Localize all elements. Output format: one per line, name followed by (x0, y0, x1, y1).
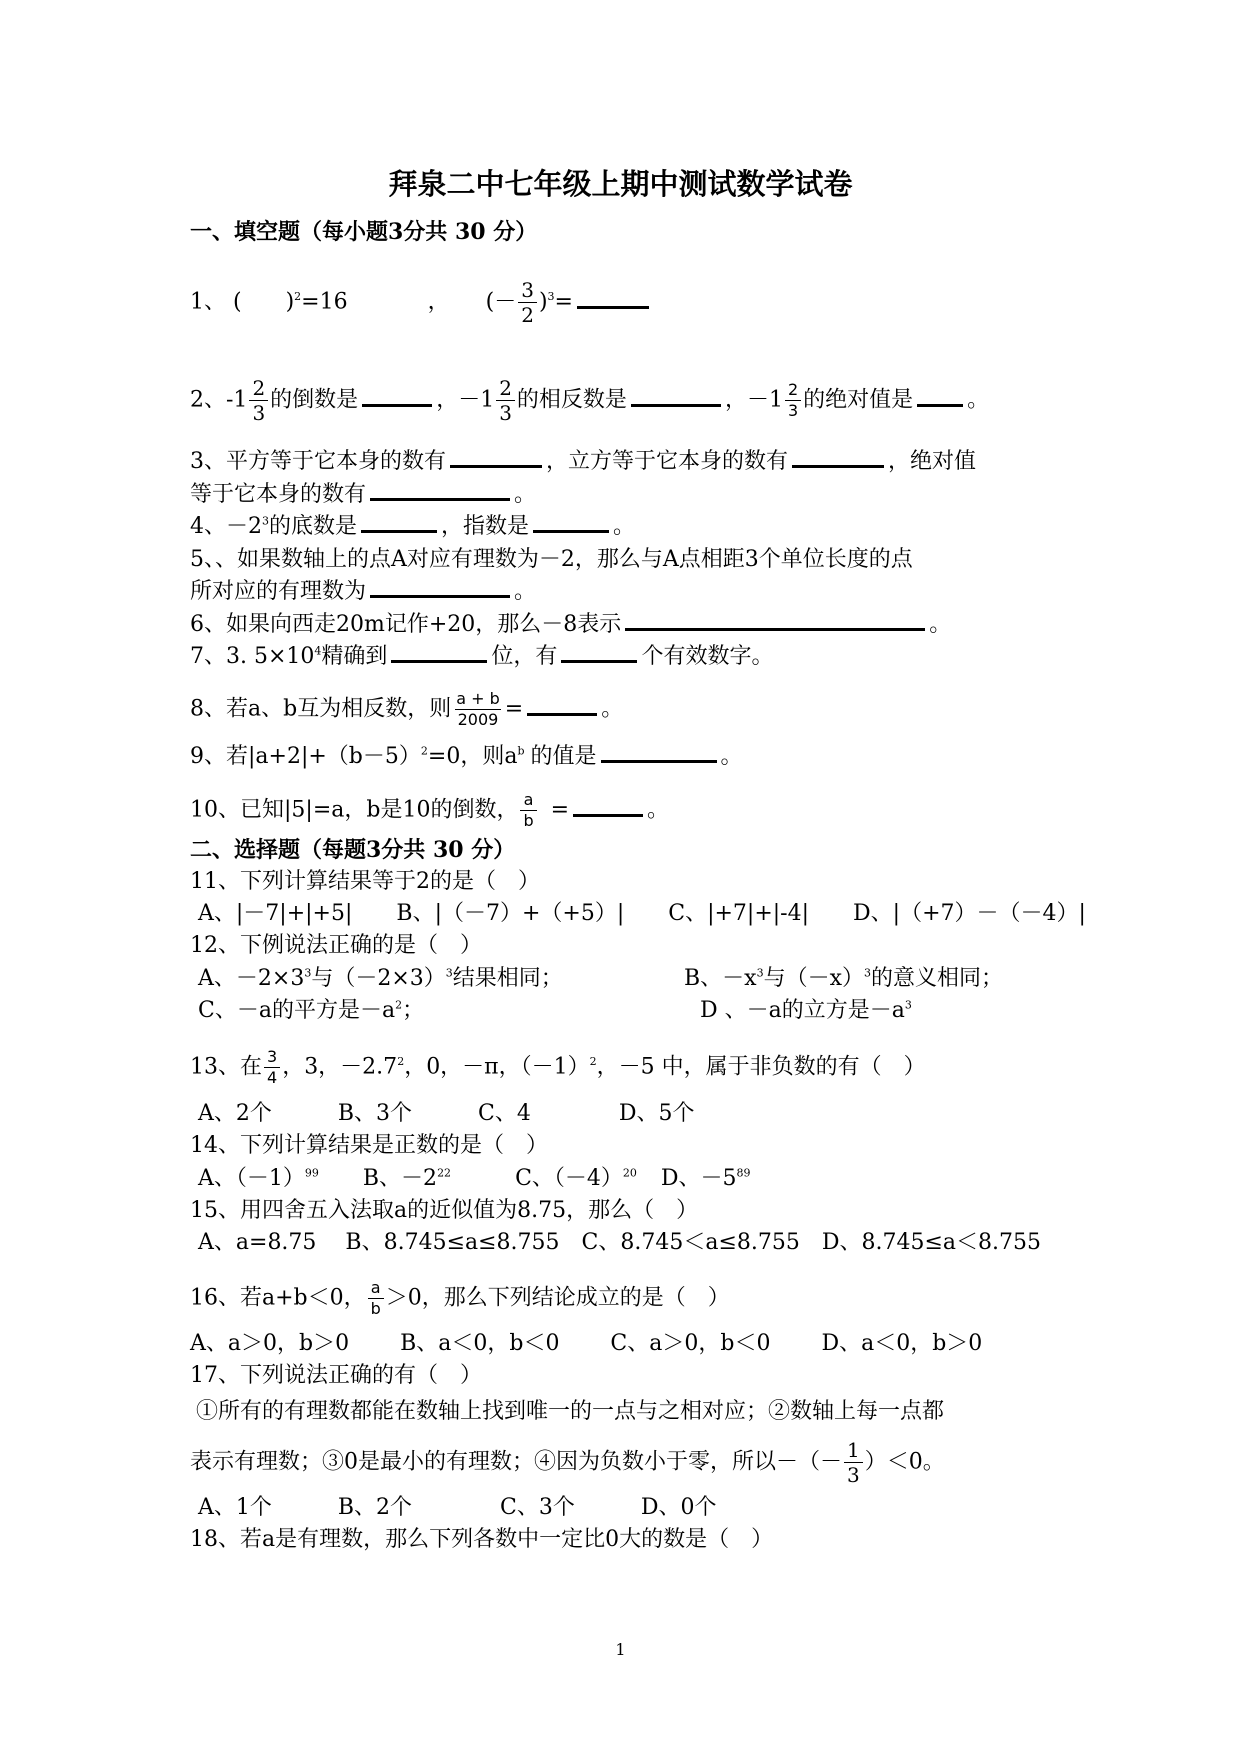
question-12: 12、下例说法正确的是（ ） (190, 933, 482, 958)
question-5-line-2: 所对应的有理数为 。 (190, 579, 537, 604)
question-13-options: A、2个 B、3个 C、4 D、5个 (198, 1101, 695, 1126)
answer-blank[interactable] (362, 388, 432, 407)
section-multiple-choice-heading: 二、选择题（每题3分共 30 分） (190, 837, 516, 863)
answer-blank[interactable] (361, 514, 437, 533)
question-8: 8、若a、b互为相反数，则 $\frac{a + b}{2009}$ = 。 (190, 689, 624, 729)
question-5-line-1: 5、、如果数轴上的点A对应有理数为－2，那么与A点相距3个单位长度的点 (190, 547, 913, 572)
answer-blank[interactable] (573, 798, 643, 817)
question-11-options: A、|－7|+|+5| B、|（－7）+（+5）| C、|+7|+|-4| D、|（+7）－（－4）| (198, 901, 1086, 926)
fraction-3-2: $\frac{3}{2}$ (518, 280, 537, 325)
fraction-2-3: $\frac{2}{3}$ (249, 378, 268, 423)
page-title: 拜泉二中七年级上期中测试数学试卷 (388, 167, 853, 201)
question-12-option-b: B、$-x^3$与$(-x)^3$的意义相同； (684, 966, 1004, 991)
question-14: 14、下列计算结果是正数的是（ ） (190, 1133, 548, 1158)
question-15: 15、用四舍五入法取a的近似值为8.75，那么（ ） (190, 1198, 699, 1223)
question-10: 10、已知|5|=a，b是10的倒数， $\frac{a}{b}$ = 。 (190, 790, 670, 830)
section-fill-blank-heading: 一、填空题（每小题3分共 30 分） (190, 219, 538, 245)
fraction-2-3: $\frac{2}{3}$ (785, 382, 801, 419)
answer-blank[interactable] (450, 449, 542, 468)
fraction-a-over-b: $\frac{a}{b}$ (520, 792, 536, 829)
answer-blank[interactable] (370, 579, 510, 598)
question-16-options: A、a＞0，b＞0 B、a＜0，b＜0 C、a＞0，b＜0 D、a＜0，b＞0 (190, 1331, 983, 1356)
answer-blank[interactable] (561, 644, 637, 663)
answer-blank[interactable] (917, 388, 963, 407)
question-17-statement-line-1: ①所有的有理数都能在数轴上找到唯一的一点与之相对应；②数轴上每一点都 (196, 1399, 945, 1424)
question-17-options: A、1个 B、2个 C、3个 D、0个 (198, 1495, 717, 1520)
question-11: 11、下列计算结果等于2的是（ ） (190, 869, 540, 894)
question-1: 1、 ( )$^2$=16 ， (－ $\frac{3}{2}$ )$^3$= (190, 280, 653, 325)
answer-blank[interactable] (631, 388, 721, 407)
answer-blank[interactable] (625, 612, 925, 631)
question-6: 6、如果向西走20m记作+20，那么－8表示 。 (190, 612, 952, 637)
fraction-1-3: $\frac{1}{3}$ (844, 1440, 863, 1485)
answer-blank[interactable] (601, 744, 717, 763)
question-2: 2、-1 $\frac{2}{3}$ 的倒数是 ，－1 $\frac{2}{3}$ 的相反数是 ，－1 $\frac{2}{3}$ 的绝对值是 。 (190, 376, 990, 425)
question-16: 16、若a+b＜0， $\frac{a}{b}$ ＞0，那么下列结论成立的是（ ） (190, 1278, 730, 1318)
answer-blank[interactable] (792, 449, 884, 468)
page-number: 1 (615, 1640, 626, 1659)
question-4: 4、$-2^3$的底数是 ，指数是 。 (190, 514, 636, 539)
question-12-option-d: D 、－a的立方是$-a^3$ (700, 998, 912, 1023)
question-14-options: A、$(-1)^{99}$ B、$-2^{22}$ C、$(-4)^{20}$ D、$-5^{89}$ (198, 1166, 751, 1191)
question-12-option-a: A、$-2\times 3^3$与$(-2\times 3)^3$结果相同； (198, 966, 563, 991)
question-7: 7、3. $5\times 10^4$精确到 位，有 个有效数字。 (190, 644, 774, 669)
fraction-a-plus-b-over-2009: $\frac{a + b}{2009}$ (456, 689, 500, 729)
question-17: 17、下列说法正确的有（ ） (190, 1363, 482, 1388)
fraction-2-3: $\frac{2}{3}$ (496, 378, 515, 423)
question-3-line-1: 3、平方等于它本身的数有 ，立方等于它本身的数有 ，绝对值 (190, 449, 977, 474)
question-12-option-c: C、－a的平方是$-a^2$； (198, 998, 425, 1023)
question-9: 9、若$|a+2|+(b-5)^2=0$，则$a^b$ 的值是 。 (190, 744, 743, 769)
answer-blank[interactable] (577, 290, 649, 309)
question-3-line-2: 等于它本身的数有 。 (190, 482, 537, 507)
fraction-3-4: $\frac{3}{4}$ (264, 1049, 280, 1086)
answer-blank[interactable] (370, 482, 510, 501)
answer-blank[interactable] (391, 644, 487, 663)
question-13: 13、在 $\frac{3}{4}$ ，3，$-2.7^2$，0，－π，$(-1)^2$，－5 中，属于非负数的有（ ） (190, 1047, 926, 1087)
fraction-a-over-b: $\frac{a}{b}$ (368, 1280, 384, 1317)
answer-blank[interactable] (527, 697, 597, 716)
answer-blank[interactable] (533, 514, 609, 533)
question-15-options: A、a=8.75 B、8.745≤a≤8.755 C、8.745＜a≤8.755 D、8.745≤a＜8.755 (198, 1230, 1042, 1255)
question-17-statement-line-2: 表示有理数；③0是最小的有理数；④因为负数小于零，所以－（－ $\frac{1}{3}$ ）＜0。 (190, 1438, 945, 1487)
question-18: 18、若a是有理数，那么下列各数中一定比0大的数是（ ） (190, 1527, 774, 1552)
